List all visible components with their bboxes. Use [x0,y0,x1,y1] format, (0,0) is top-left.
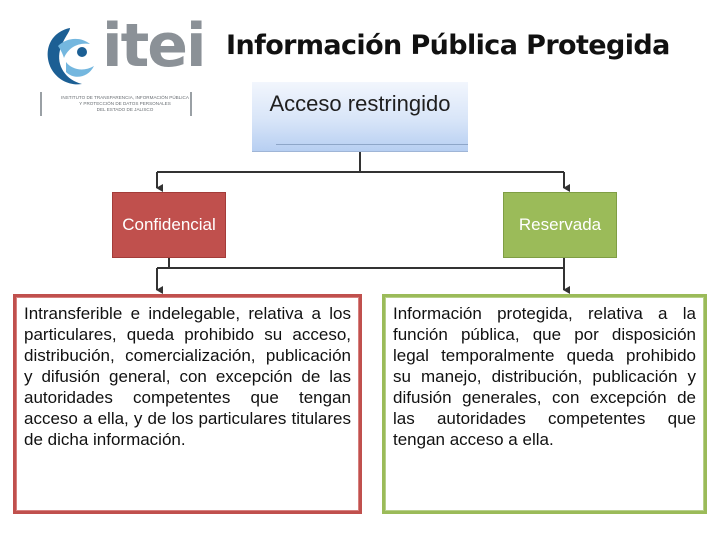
confidencial-description-box [13,294,362,514]
logo-tagline-line: DEL ESTADO DE JALISCO [96,107,154,112]
root-node-acceso-restringido [252,82,468,152]
root-node-label: Acceso restringido [269,91,451,116]
reservada-description-box [382,294,707,514]
logo-tagline-line: INSTITUTO DE TRANSPARENCIA, INFORMACIÓN PÚBLICA [61,95,189,100]
confidencial-description-text: Intransferible e indelegable, relativa a los particulares, queda prohibido su acceso, distribución, comercialización, publicación y difusión general, con excepción de las autoridades competentes que tengan acceso a ella, y de los particulares titulares de dicha información. [24,304,351,449]
reservada-description-text: Información protegida, relativa a la función pública, que por disposición legal temporalmente queda prohibido su manejo, distribución, publicación y difusión generales, con excepción de las autoridades competentes que tengan acceso a ella. [393,304,696,449]
logo-tagline-line: Y PROTECCIÓN DE DATOS PERSONALES [79,101,171,106]
node-confidencial-label: Confidencial [122,215,216,234]
node-confidencial [112,192,226,258]
root-node-underline [276,144,468,145]
page-title: Información Pública Protegida [226,30,670,61]
node-reservada [503,192,617,258]
logo-wordmark: itei [102,11,205,81]
node-reservada-label: Reservada [518,215,602,234]
